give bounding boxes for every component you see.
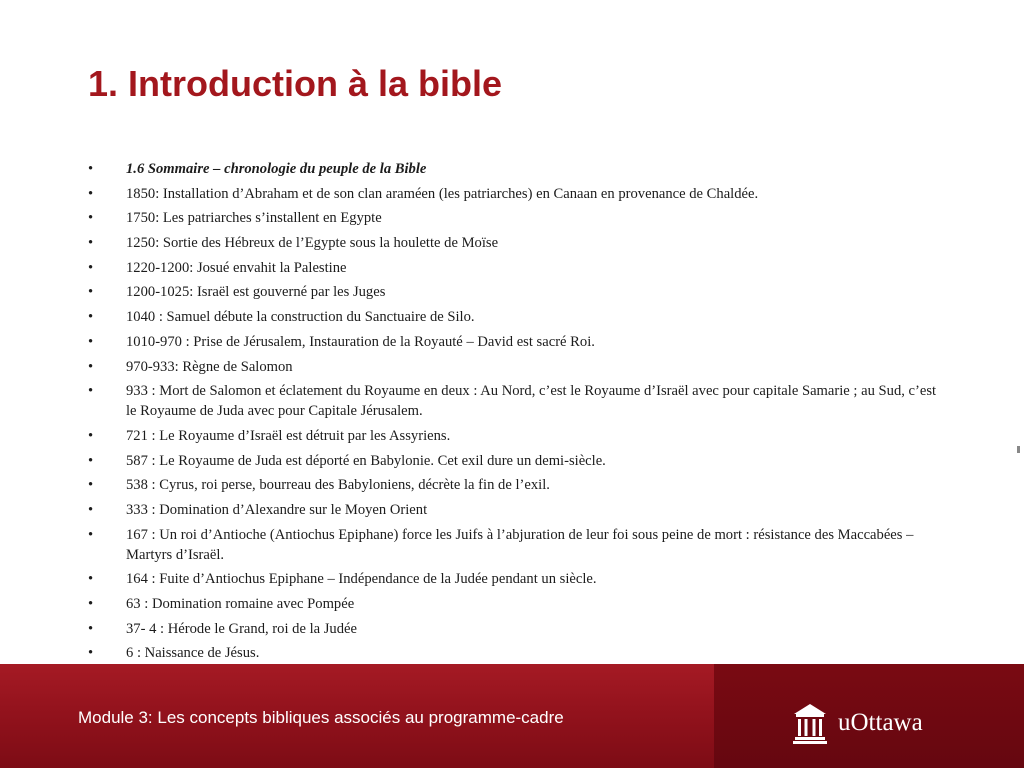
edge-mark <box>1017 446 1020 453</box>
bullet-marker: • <box>88 259 94 276</box>
timeline-item <box>88 332 938 352</box>
bullet-list <box>88 159 938 668</box>
item-text: 37- 4 : Hérode le Grand, roi de la Judée <box>126 620 357 637</box>
bullet-marker: • <box>88 645 94 662</box>
bullet-marker: • <box>88 210 94 227</box>
module-label: Module 3: Les concepts bibliques associés au programme-cadre <box>78 708 564 727</box>
timeline-item <box>88 569 938 589</box>
slide-title: 1. Introduction à la bible <box>88 63 503 104</box>
bullet-marker: • <box>88 383 94 400</box>
timeline-item <box>88 451 938 471</box>
uottawa-logo <box>792 702 923 744</box>
timeline-item <box>88 208 938 228</box>
timeline-item <box>88 282 938 302</box>
bullet-marker: • <box>88 571 94 588</box>
bullet-marker: • <box>88 501 94 518</box>
timeline-item <box>88 258 938 278</box>
bullet-marker: • <box>88 333 94 350</box>
bullet-marker: • <box>88 309 94 326</box>
timeline-item <box>88 500 938 520</box>
university-building-icon <box>792 702 828 744</box>
item-text: 1.6 Sommaire – chronologie du peuple de la Bible <box>126 161 427 177</box>
timeline-item <box>88 381 938 421</box>
timeline-item <box>88 643 938 663</box>
timeline-item <box>88 525 938 565</box>
item-text: 63 : Domination romaine avec Pompée <box>126 596 355 612</box>
item-text: 1220-1200: Josué envahit la Palestine <box>126 259 347 276</box>
item-text: 1850: Installation d’Abraham et de son clan araméen (les patriarches) en Canaan en provenance de Chaldée. <box>126 185 759 202</box>
footer-bar <box>0 664 1024 768</box>
bullet-marker: • <box>88 161 94 177</box>
item-text: 1750: Les patriarches s’installent en Egypte <box>126 210 382 227</box>
bullet-marker: • <box>88 235 94 252</box>
item-text: 587 : Le Royaume de Juda est déporté en Babylonie. Cet exil dure un demi-siècle. <box>126 452 606 469</box>
brand-name: uOttawa <box>838 709 923 736</box>
item-text: 721 : Le Royaume d’Israël est détruit par les Assyriens. <box>126 427 451 444</box>
timeline-item <box>88 184 938 204</box>
item-text: 1040 : Samuel débute la construction du Sanctuaire de Silo. <box>126 309 475 326</box>
item-text: 333 : Domination d’Alexandre sur le Moyen Orient <box>126 501 428 518</box>
bullet-marker: • <box>88 358 94 375</box>
item-text: 538 : Cyrus, roi perse, bourreau des Babyloniens, décrète la fin de l’exil. <box>126 477 550 494</box>
timeline-item <box>88 594 938 614</box>
bullet-marker: • <box>88 620 94 637</box>
section-heading <box>88 159 938 179</box>
item-text: 164 : Fuite d’Antiochus Epiphane – Indépendance de la Judée pendant un siècle. <box>126 571 597 588</box>
item-text: 1250: Sortie des Hébreux de l’Egypte sous la houlette de Moïse <box>126 235 499 252</box>
timeline-item <box>88 475 938 495</box>
bullet-marker: • <box>88 284 94 301</box>
bullet-marker: • <box>88 185 94 202</box>
timeline-item <box>88 307 938 327</box>
timeline-item <box>88 619 938 639</box>
item-text: 167 : Un roi d’Antioche (Antiochus Epiphane) force les Juifs à l’abjuration de leur foi sous peine de mort : résistance des Maccabées – Martyrs d’Israël. <box>126 526 914 563</box>
item-text: 970-933: Règne de Salomon <box>126 358 293 375</box>
item-text: 1010-970 : Prise de Jérusalem, Instauration de la Royauté – David est sacré Roi. <box>126 333 595 350</box>
bullet-marker: • <box>88 427 94 444</box>
item-text: 6 : Naissance de Jésus. <box>126 645 260 662</box>
timeline-item <box>88 233 938 253</box>
bullet-marker: • <box>88 452 94 469</box>
timeline-item <box>88 426 938 446</box>
bullet-marker: • <box>88 526 94 543</box>
timeline-item <box>88 357 938 377</box>
bullet-marker: • <box>88 477 94 494</box>
bullet-marker: • <box>88 596 94 612</box>
item-text: 1200-1025: Israël est gouverné par les Juges <box>126 284 386 301</box>
item-text: 933 : Mort de Salomon et éclatement du Royaume en deux : Au Nord, c’est le Royaume d’Israël avec pour capitale Samarie ; au Sud, c’est le Royaume de Juda avec pour Capitale Jérusalem. <box>126 383 937 420</box>
